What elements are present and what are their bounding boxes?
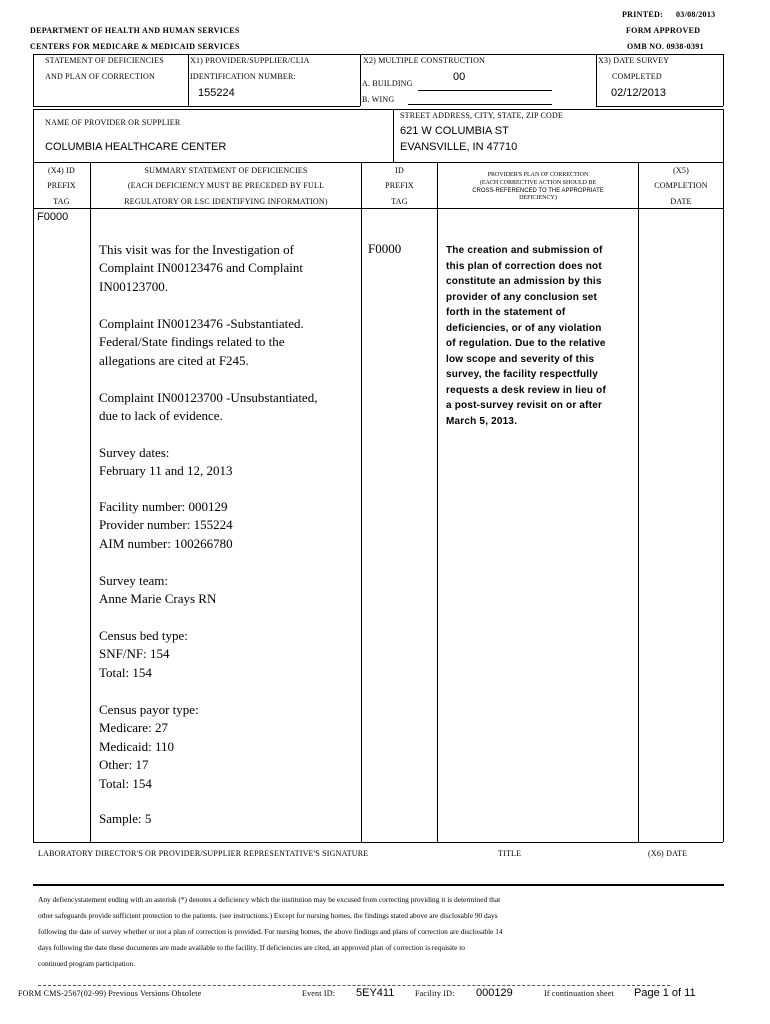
summary-header-line2: (EACH DEFICIENCY MUST BE PRECEDED BY FULL <box>127 181 325 190</box>
signature-date-label: (X6) DATE <box>648 849 688 858</box>
id-header-line1: ID <box>395 166 404 175</box>
x5-header-line2: COMPLETION <box>654 181 708 190</box>
event-id-label: Event ID: <box>302 989 336 998</box>
mid-tag: F0000 <box>368 241 402 256</box>
centers-name: CENTERS FOR MEDICARE & MEDICAID SERVICES <box>30 42 240 51</box>
summary-line: Total: 154 <box>99 775 152 791</box>
provider-name-label: NAME OF PROVIDER OR SUPPLIER <box>45 118 181 127</box>
survey-date-value: 02/12/2013 <box>611 87 667 99</box>
summary-line: Complaint IN00123476 and Complaint <box>99 260 304 276</box>
statement-label-line2: AND PLAN OF CORRECTION <box>45 72 155 81</box>
box1-left-border <box>33 54 34 106</box>
footer-rule <box>38 985 670 986</box>
x1-label-line1: X1) PROVIDER/SUPPLIER/CLIA <box>190 56 310 65</box>
summary-line: Census payor type: <box>99 702 199 717</box>
summary-paragraph <box>99 444 349 481</box>
table-divider-summary <box>361 162 362 842</box>
page-number: Page 1 of 11 <box>634 987 696 999</box>
omb-number: OMB NO. 0938-0391 <box>627 42 704 51</box>
summary-paragraph <box>99 389 349 426</box>
box2-left-border <box>33 109 34 162</box>
address-line1: 621 W COLUMBIA ST <box>400 125 509 137</box>
plan-header-line1: PROVIDER'S PLAN OF CORRECTION <box>487 172 589 178</box>
table-divider-tag <box>90 162 91 842</box>
summary-paragraph <box>99 701 349 793</box>
summary-line: Survey team: <box>99 573 168 588</box>
summary-line: SNF/NF: 154 <box>99 646 170 662</box>
summary-line: Sample: 5 <box>99 811 152 826</box>
signature-label: LABORATORY DIRECTOR'S OR PROVIDER/SUPPLIER REPRESENTATIVE'S SIGNATURE <box>38 849 369 858</box>
box1-bottom-right-line <box>596 106 723 107</box>
facility-id-label: Facility ID: <box>415 989 455 998</box>
disclaimer-line: continued program participation. <box>38 959 136 968</box>
summary-line: Provider number: 155224 <box>99 517 233 533</box>
table-top-line <box>33 162 723 163</box>
box2-top-line <box>33 109 723 110</box>
printed-date: 03/08/2013 <box>676 10 716 19</box>
department-name: DEPARTMENT OF HEALTH AND HUMAN SERVICES <box>30 26 240 35</box>
disclaimer-line: other safeguards provide sufficient protection to the patients. (see instructions.) Except for nursing homes, the findings stated above are disclosable 90 days <box>38 911 498 920</box>
box1-right-border <box>723 54 724 106</box>
summary-line: Anne Marie Crays RN <box>99 591 217 607</box>
summary-line: Federal/State findings related to the <box>99 334 285 350</box>
x1-label-line2: IDENTIFICATION NUMBER: <box>190 72 296 81</box>
box1-top-line <box>33 54 723 55</box>
signature-title-label: TITLE <box>498 849 522 858</box>
address-line2: EVANSVILLE, IN 47710 <box>400 141 518 153</box>
summary-header-line3: REGULATORY OR LSC IDENTIFYING INFORMATION) <box>124 197 328 206</box>
address-label: STREET ADDRESS, CITY, STATE, ZIP CODE <box>400 111 564 120</box>
summary-line: Total: 154 <box>99 664 152 680</box>
facility-id-value: 000129 <box>476 987 513 999</box>
summary-paragraph <box>99 572 349 609</box>
summary-line: February 11 and 12, 2013 <box>99 463 233 479</box>
box2-divider <box>393 109 394 162</box>
box1-divider-3 <box>596 54 597 106</box>
summary-paragraph <box>99 627 349 682</box>
plan-header-line3: CROSS-REFERENCED TO THE APPROPRIATE <box>472 188 604 194</box>
box1-divider-1 <box>188 54 189 106</box>
plan-header-line4: DEFICIENCY) <box>519 195 557 201</box>
x4-header-line3: TAG <box>53 197 70 206</box>
summary-line: Medicaid: 110 <box>99 738 174 754</box>
summary-line: Complaint IN00123700 -Unsubstantiated, <box>99 390 318 405</box>
x2-label: X2) MULTIPLE CONSTRUCTION <box>363 56 486 65</box>
statement-label-line1: STATEMENT OF DEFICIENCIES <box>45 56 164 65</box>
table-divider-id <box>437 162 438 842</box>
summary-line: Other: 17 <box>99 757 149 773</box>
id-header-line2: PREFIX <box>385 181 414 190</box>
wing-label: B. WING <box>362 95 395 104</box>
summary-line: Facility number: 000129 <box>99 499 228 514</box>
summary-header-line1: SUMMARY STATEMENT OF DEFICIENCIES <box>144 166 308 175</box>
form-status: FORM APPROVED <box>626 26 701 35</box>
printed-label: PRINTED: <box>622 10 664 19</box>
x5-header-line3: DATE <box>670 197 692 206</box>
left-tag: F0000 <box>37 211 69 223</box>
disclaimer-line: following the date of survey whether or not a plan of correction is provided. For nursing homes, the above findings and plans of correction are disclosable 14 <box>38 927 503 936</box>
plan-header-line2: (EACH CORRECTIVE ACTION SHOULD BE <box>479 180 597 186</box>
x5-header-line1: (X5) <box>673 166 689 175</box>
continuation-label: If continuation sheet <box>544 989 614 998</box>
summary-paragraph <box>99 241 349 296</box>
summary-line: Complaint IN00123476 -Substantiated. <box>99 316 304 331</box>
box1-divider-2 <box>360 54 361 106</box>
signature-bottom-line <box>33 884 724 886</box>
plan-of-correction-text: The creation and submission of this plan of correction does not constitute an admission by this provider of any conclusion set forth in the statement of deficiencies, or of any violation of regulation. Due to the relative low scope and severity of this survey, the facility respectfully requests a desk review in lieu of a post-survey revisit on or after March 5, 2013. <box>446 245 606 427</box>
id-header-line3: TAG <box>391 197 408 206</box>
building-value: 00 <box>453 71 466 83</box>
box1-bottom-left-line <box>33 106 360 107</box>
disclaimer-line: Any defiencystatement ending with an asterisk (*) denotes a deficiency which the institution may be excused from correcting providing it is determined that <box>38 895 501 904</box>
summary-line: This visit was for the Investigation of <box>99 242 294 257</box>
wing-underline <box>408 104 552 105</box>
form-number: FORM CMS-2567(02-99) Previous Versions Obsolete <box>18 989 202 998</box>
summary-line: AIM number: 100266780 <box>99 535 233 551</box>
x3-label-line1: X3) DATE SURVEY <box>598 56 670 65</box>
provider-name-value: COLUMBIA HEALTHCARE CENTER <box>45 141 227 153</box>
table-left-border <box>33 162 34 842</box>
table-header-bottom-line <box>33 208 723 209</box>
summary-paragraph <box>99 315 349 370</box>
summary-paragraph <box>99 498 349 553</box>
summary-line: IN00123700. <box>99 278 168 294</box>
x4-header-line1: (X4) ID <box>48 166 75 175</box>
table-divider-plan <box>638 162 639 842</box>
summary-paragraph <box>99 810 349 828</box>
event-id-value: 5EY411 <box>356 987 395 999</box>
summary-line: allegations are cited at F245. <box>99 352 249 368</box>
summary-line: Census bed type: <box>99 628 188 643</box>
box2-right-border <box>723 109 724 162</box>
x3-label-line2: COMPLETED <box>612 72 662 81</box>
disclaimer-line: days following the date these documents are made available to the facility. If deficiencies are cited, an approved plan of correction is requisite to <box>38 943 465 952</box>
table-right-border <box>723 162 724 842</box>
summary-line: Survey dates: <box>99 445 170 460</box>
building-underline <box>418 90 552 91</box>
building-label: A. BUILDING <box>362 79 413 88</box>
provider-id-value: 155224 <box>198 87 235 99</box>
x4-header-line2: PREFIX <box>47 181 76 190</box>
summary-line: Medicare: 27 <box>99 720 168 736</box>
summary-line: due to lack of evidence. <box>99 408 223 424</box>
table-bottom-line <box>33 842 723 843</box>
